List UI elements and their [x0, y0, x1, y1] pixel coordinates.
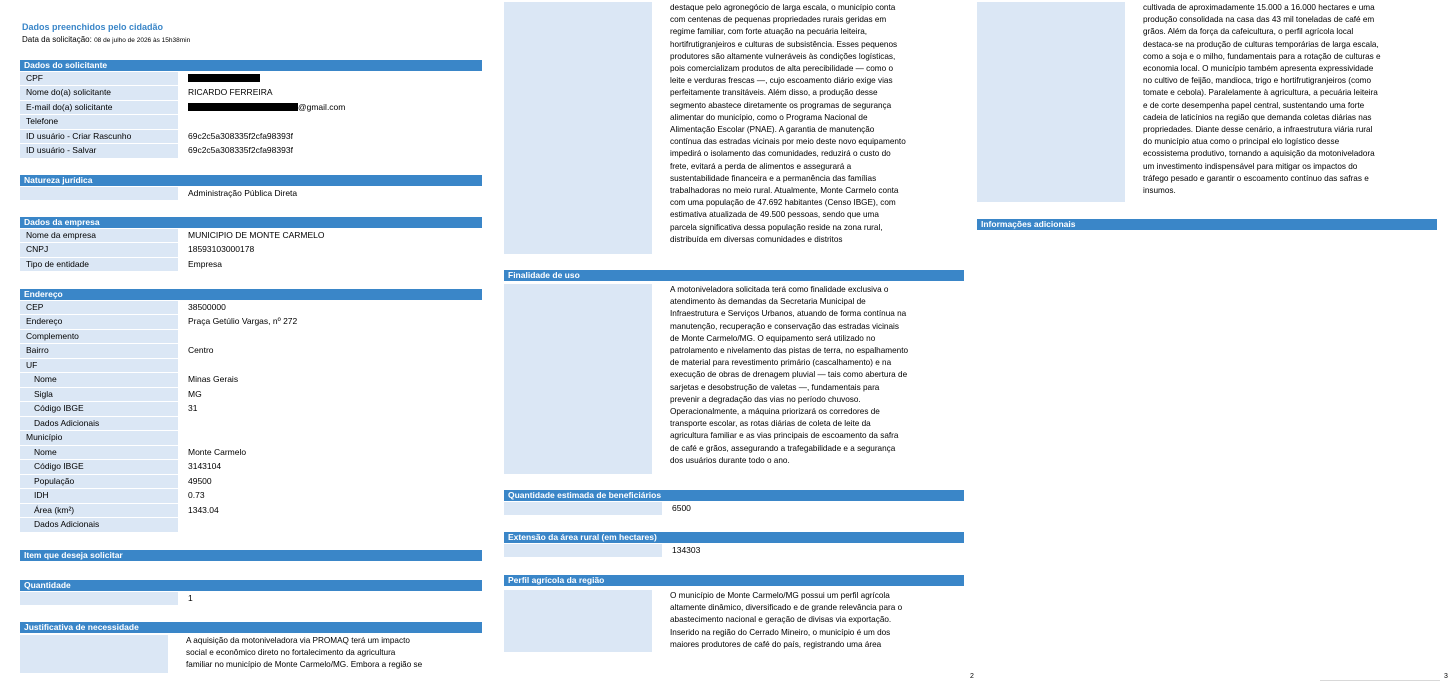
page-3 — [977, 0, 1437, 682]
text-line: altamente dinâmico, diversificado e de grande relevância para o — [670, 603, 903, 613]
field-row — [20, 344, 482, 359]
field-row — [20, 243, 482, 258]
text-line: de café e grãos, assegurando a trafegabilidade e a segurança — [670, 443, 896, 453]
field-value: 3143104 — [188, 461, 222, 471]
field-label: Código IBGE — [20, 402, 178, 416]
text-line: execução de obras de drenagem pluvial — tais como abertura de — [670, 370, 908, 380]
field-label: CPF — [20, 72, 178, 86]
field-value: Centro — [188, 345, 214, 355]
text-line: cadeia de laticínios na região que demanda coletas diárias nas — [1143, 112, 1372, 122]
section-header: Dados da empresa — [20, 217, 482, 228]
field-label: CNPJ — [20, 243, 178, 257]
field-value: Monte Carmelo — [188, 446, 247, 457]
text-line: economia local. O município também apresenta expressividade — [1143, 64, 1374, 74]
request-date — [22, 35, 190, 44]
text-line: patrolamento e nivelamento das pistas de terra, no espalhamento — [670, 346, 909, 356]
paragraph — [670, 2, 906, 254]
block-label — [20, 635, 168, 673]
section-header: Extensão da área rural (em hectares) — [504, 532, 964, 543]
field-value: 134303 — [672, 544, 701, 555]
text-line: no cultivo de feijão, mandioca, trigo e hortifrutigranjeiros (como — [1143, 76, 1371, 86]
text-line: parcela significativa dessa população reside na zona rural, — [670, 222, 883, 232]
section-justificativa — [20, 622, 482, 673]
section-header: Quantidade estimada de beneficiários — [504, 490, 964, 501]
text-line: sustentabilidade financeira e a permanência das famílias — [670, 173, 877, 183]
field-label: Dados Adicionais — [20, 417, 178, 431]
field-value: 0.73 — [188, 490, 205, 500]
section-header: Item que deseja solicitar — [20, 550, 482, 561]
field-row — [20, 315, 482, 330]
text-line: contínua das estradas vicinais por meio deste novo equipamento — [670, 137, 906, 147]
section-header: Justificativa de necessidade — [20, 622, 482, 633]
text-line: frete, evitará a perda de alimentos e assegurará a — [670, 161, 852, 171]
block-label — [504, 590, 652, 652]
field-row — [20, 329, 482, 344]
text-line: dos usuários durante todo o ano. — [670, 455, 790, 465]
paragraph — [1143, 2, 1381, 202]
text-line: estimativa atualizada de 49.500 pessoas, sendo que uma — [670, 210, 879, 220]
field-value: Praça Getúlio Vargas, nº 272 — [188, 316, 298, 326]
section-extensao — [504, 532, 964, 558]
text-block — [977, 2, 1437, 202]
text-line: trabalhadoras no meio rural. Atualmente, Monte Carmelo conta — [670, 186, 899, 196]
field-label: Telefone — [20, 115, 178, 129]
field-row — [20, 71, 482, 86]
field-value: 6500 — [672, 502, 691, 513]
section-solicitante — [20, 60, 482, 158]
text-block — [20, 635, 482, 673]
field-value: RICARDO FERREIRA — [188, 87, 273, 97]
section-endereco — [20, 289, 482, 532]
section-header: Quantidade — [20, 580, 482, 591]
field-label: E-mail do(a) solicitante — [20, 101, 178, 115]
field-label — [504, 544, 662, 558]
text-line: transporte escolar, as rotas diárias de coleta de leite da — [670, 419, 871, 429]
text-line: social e econômico direto no fortalecimento da agricultura — [186, 648, 396, 658]
field-value: Minas Gerais — [188, 374, 239, 384]
text-line: e de corte desempenha papel central, sustentando uma forte — [1143, 100, 1365, 110]
field-row — [20, 445, 482, 460]
text-block — [504, 590, 964, 652]
section-justificativa-cont — [504, 2, 964, 254]
field-value: Administração Pública Direta — [188, 187, 298, 198]
field-value: 38500000 — [188, 301, 226, 312]
field-row — [20, 186, 482, 201]
field-label: Complemento — [20, 330, 178, 344]
block-label — [977, 2, 1125, 202]
field-label: População — [20, 475, 178, 489]
text-block — [504, 284, 964, 474]
field-label: Tipo de entidade — [20, 258, 178, 272]
field-label: Dados Adicionais — [20, 518, 178, 532]
field-row — [504, 501, 964, 516]
field-value: MG — [188, 388, 202, 399]
field-row — [20, 228, 482, 243]
page-number: 2 — [970, 673, 974, 680]
field-label: Nome — [20, 373, 178, 387]
text-line: abastecimento nacional e geração de divisas via exportação. — [670, 615, 892, 625]
field-row — [20, 300, 482, 315]
field-row — [20, 591, 482, 606]
document-title: Dados preenchidos pelo cidadão — [22, 22, 164, 32]
field-row — [20, 416, 482, 431]
section-item — [20, 550, 482, 561]
section-header: Dados do solicitante — [20, 60, 482, 71]
text-line: insumos. — [1143, 186, 1176, 196]
text-line: como a soja e o milho, fundamentais para a rotação de culturas e — [1143, 51, 1381, 61]
text-line: com uma população de 47.692 habitantes (Censo IBGE), com — [670, 198, 896, 208]
field-row — [20, 402, 482, 417]
field-row — [504, 543, 964, 558]
field-row — [20, 518, 482, 533]
field-label: ID usuário - Salvar — [20, 144, 178, 158]
field-row — [20, 489, 482, 504]
field-row — [20, 257, 482, 272]
field-value: 69c2c5a308335f2cfa98393f — [188, 130, 293, 141]
paragraph — [670, 284, 908, 474]
footer-rule — [1320, 680, 1440, 681]
text-line: prevenir a degradação das vias no período chuvoso. — [670, 394, 861, 404]
block-label — [504, 284, 652, 474]
field-row — [20, 503, 482, 518]
section-empresa — [20, 217, 482, 272]
redaction-bar — [188, 103, 298, 111]
page-2 — [504, 0, 964, 682]
field-label: ID usuário - Criar Rascunho — [20, 130, 178, 144]
text-line: sarjetas e desobstrução de valetas —, fundamentais para — [670, 382, 880, 392]
field-label: Nome da empresa — [20, 229, 178, 243]
field-value: 18593103000178 — [188, 244, 255, 254]
field-value — [188, 101, 482, 115]
field-value: MUNICIPIO DE MONTE CARMELO — [188, 229, 325, 240]
text-line: leite e verduras frescas —, cujo escoamento diário exige vias — [670, 76, 893, 86]
redaction-bar — [188, 74, 260, 82]
field-label: Bairro — [20, 344, 178, 358]
field-label: CEP — [20, 301, 178, 315]
field-row — [20, 100, 482, 115]
field-value: 1343.04 — [188, 504, 219, 515]
field-label: Sigla — [20, 388, 178, 402]
text-line: regime familiar, com forte atuação na pecuária leiteira, — [670, 27, 868, 37]
text-line: distribuída em diversas comunidades e distritos — [670, 234, 843, 244]
text-line: maiores produtores de café do país, registrando uma área — [670, 639, 882, 649]
text-line: grãos. Além da força da cafeicultura, o perfil agrícola local — [1143, 27, 1354, 37]
text-line: cultivada de aproximadamente 15.000 a 16.000 hectares e uma — [1143, 3, 1375, 12]
field-label — [20, 187, 178, 201]
text-line: Operacionalmente, a máquina priorizará os corredores de — [670, 407, 880, 417]
text-line: com centenas de pequenas propriedades rurais geridas em — [670, 15, 887, 25]
field-row — [20, 431, 482, 446]
section-finalidade — [504, 270, 964, 474]
field-value: 1 — [188, 592, 193, 603]
text-line: destaca-se na produção de culturas temporárias de larga escala, — [1143, 39, 1379, 49]
text-line: segmento abastece diretamente os programas de segurança — [670, 100, 892, 110]
field-row — [20, 115, 482, 130]
text-line: perfeitamente transitáveis. Além disso, a produção desse — [670, 88, 878, 98]
field-row — [20, 129, 482, 144]
field-row — [20, 86, 482, 101]
text-line: impedirá o isolamento das comunidades, reduzirá o custo do — [670, 149, 891, 159]
field-label: Endereço — [20, 315, 178, 329]
block-label — [504, 2, 652, 254]
text-line: de material para revestimento primário (cascalhamento) e na — [670, 358, 892, 368]
text-line: um investimento indispensável para mitigar os impactos do — [1143, 161, 1358, 171]
section-header: Endereço — [20, 289, 482, 300]
field-label: Código IBGE — [20, 460, 178, 474]
field-label: Município — [20, 431, 178, 445]
text-line: produtores são altamente vulneráveis às condições logísticas, — [670, 51, 896, 61]
section-header: Perfil agrícola da região — [504, 575, 964, 586]
field-row — [20, 144, 482, 159]
text-line: O município de Monte Carmelo/MG possui um perfil agrícola — [670, 591, 890, 600]
field-value: 31 — [188, 403, 198, 413]
text-block — [504, 2, 964, 254]
field-row — [20, 358, 482, 373]
field-value: 49500 — [188, 475, 212, 486]
field-row — [20, 373, 482, 388]
text-line: manutenção, recuperação e conservação das estradas vicinais — [670, 321, 899, 331]
field-label: IDH — [20, 489, 178, 503]
field-label — [504, 502, 662, 516]
text-line: alimentar do município, como o Programa Nacional de — [670, 112, 868, 122]
field-value — [188, 72, 482, 86]
field-label: Nome — [20, 446, 178, 460]
field-label: Área (km²) — [20, 504, 178, 518]
field-label: Nome do(a) solicitante — [20, 86, 178, 100]
text-line: Infraestrutura e Serviços Urbanos, atuando de forma contínua na — [670, 309, 907, 319]
section-quantidade — [20, 580, 482, 606]
field-row — [20, 474, 482, 489]
text-line: A aquisição da motoniveladora via PROMAQ terá um impacto — [186, 636, 410, 645]
text-line: tomate e cebola). Paralelamente à agricultura, a pecuária leiteira — [1143, 88, 1378, 98]
text-line: familiar no município de Monte Carmelo/MG. Embora a região se — [186, 660, 423, 670]
text-line: A motoniveladora solicitada terá como finalidade exclusiva o — [670, 285, 889, 294]
section-header: Natureza jurídica — [20, 175, 482, 186]
text-line: pois comercializam produtos de alta perecibilidade — como o — [670, 64, 893, 74]
section-header: Informações adicionais — [977, 219, 1437, 230]
text-line: tráfego pesado e garantir o escoamento contínuo das safras e — [1143, 173, 1369, 183]
text-line: hortifrutigranjeiros e culturas de subsistência. Esses pequenos — [670, 39, 898, 49]
text-line: ecossistema produtivo, tornando a aquisição da motoniveladora — [1143, 149, 1375, 159]
field-row — [20, 387, 482, 402]
text-line: Inserido na região do Cerrado Mineiro, o município é um dos — [670, 627, 891, 637]
field-value: Empresa — [188, 258, 223, 269]
request-date-value: 08 de julho de 2026 às 15h38min — [94, 37, 191, 44]
section-beneficiarios — [504, 490, 964, 516]
paragraph — [186, 635, 422, 673]
text-line: propriedades. Diante desse cenário, a infraestrutura viária rural — [1143, 125, 1373, 135]
field-label: UF — [20, 359, 178, 373]
text-line: de Monte Carmelo/MG. O equipamento será utilizado no — [670, 333, 876, 343]
paragraph — [670, 590, 902, 652]
section-adicionais — [977, 219, 1437, 230]
section-perfil — [504, 575, 964, 652]
page-number: 3 — [1444, 673, 1448, 680]
field-label — [20, 592, 178, 606]
text-line: produção consolidada na casa das 43 mil toneladas de café em — [1143, 15, 1375, 25]
text-line: do município atua como o principal elo logístico desse — [1143, 137, 1340, 147]
field-row — [20, 460, 482, 475]
section-natureza — [20, 175, 482, 201]
request-date-label: Data da solicitação: — [22, 35, 92, 44]
text-line: atendimento às demandas da Secretaria Municipal de — [670, 297, 866, 307]
text-line: Alimentação Escolar (PNAE). A garantia de manutenção — [670, 125, 875, 135]
field-value: 69c2c5a308335f2cfa98393f — [188, 145, 293, 155]
section-perfil-cont — [977, 2, 1437, 202]
section-header: Finalidade de uso — [504, 270, 964, 281]
text-line: agricultura familiar e as vias principais de escoamento da safra — [670, 431, 899, 441]
text-line: destaque pelo agronegócio de larga escala, o município conta — [670, 3, 896, 12]
page-1 — [20, 0, 482, 682]
email-suffix: @gmail.com — [298, 101, 346, 112]
